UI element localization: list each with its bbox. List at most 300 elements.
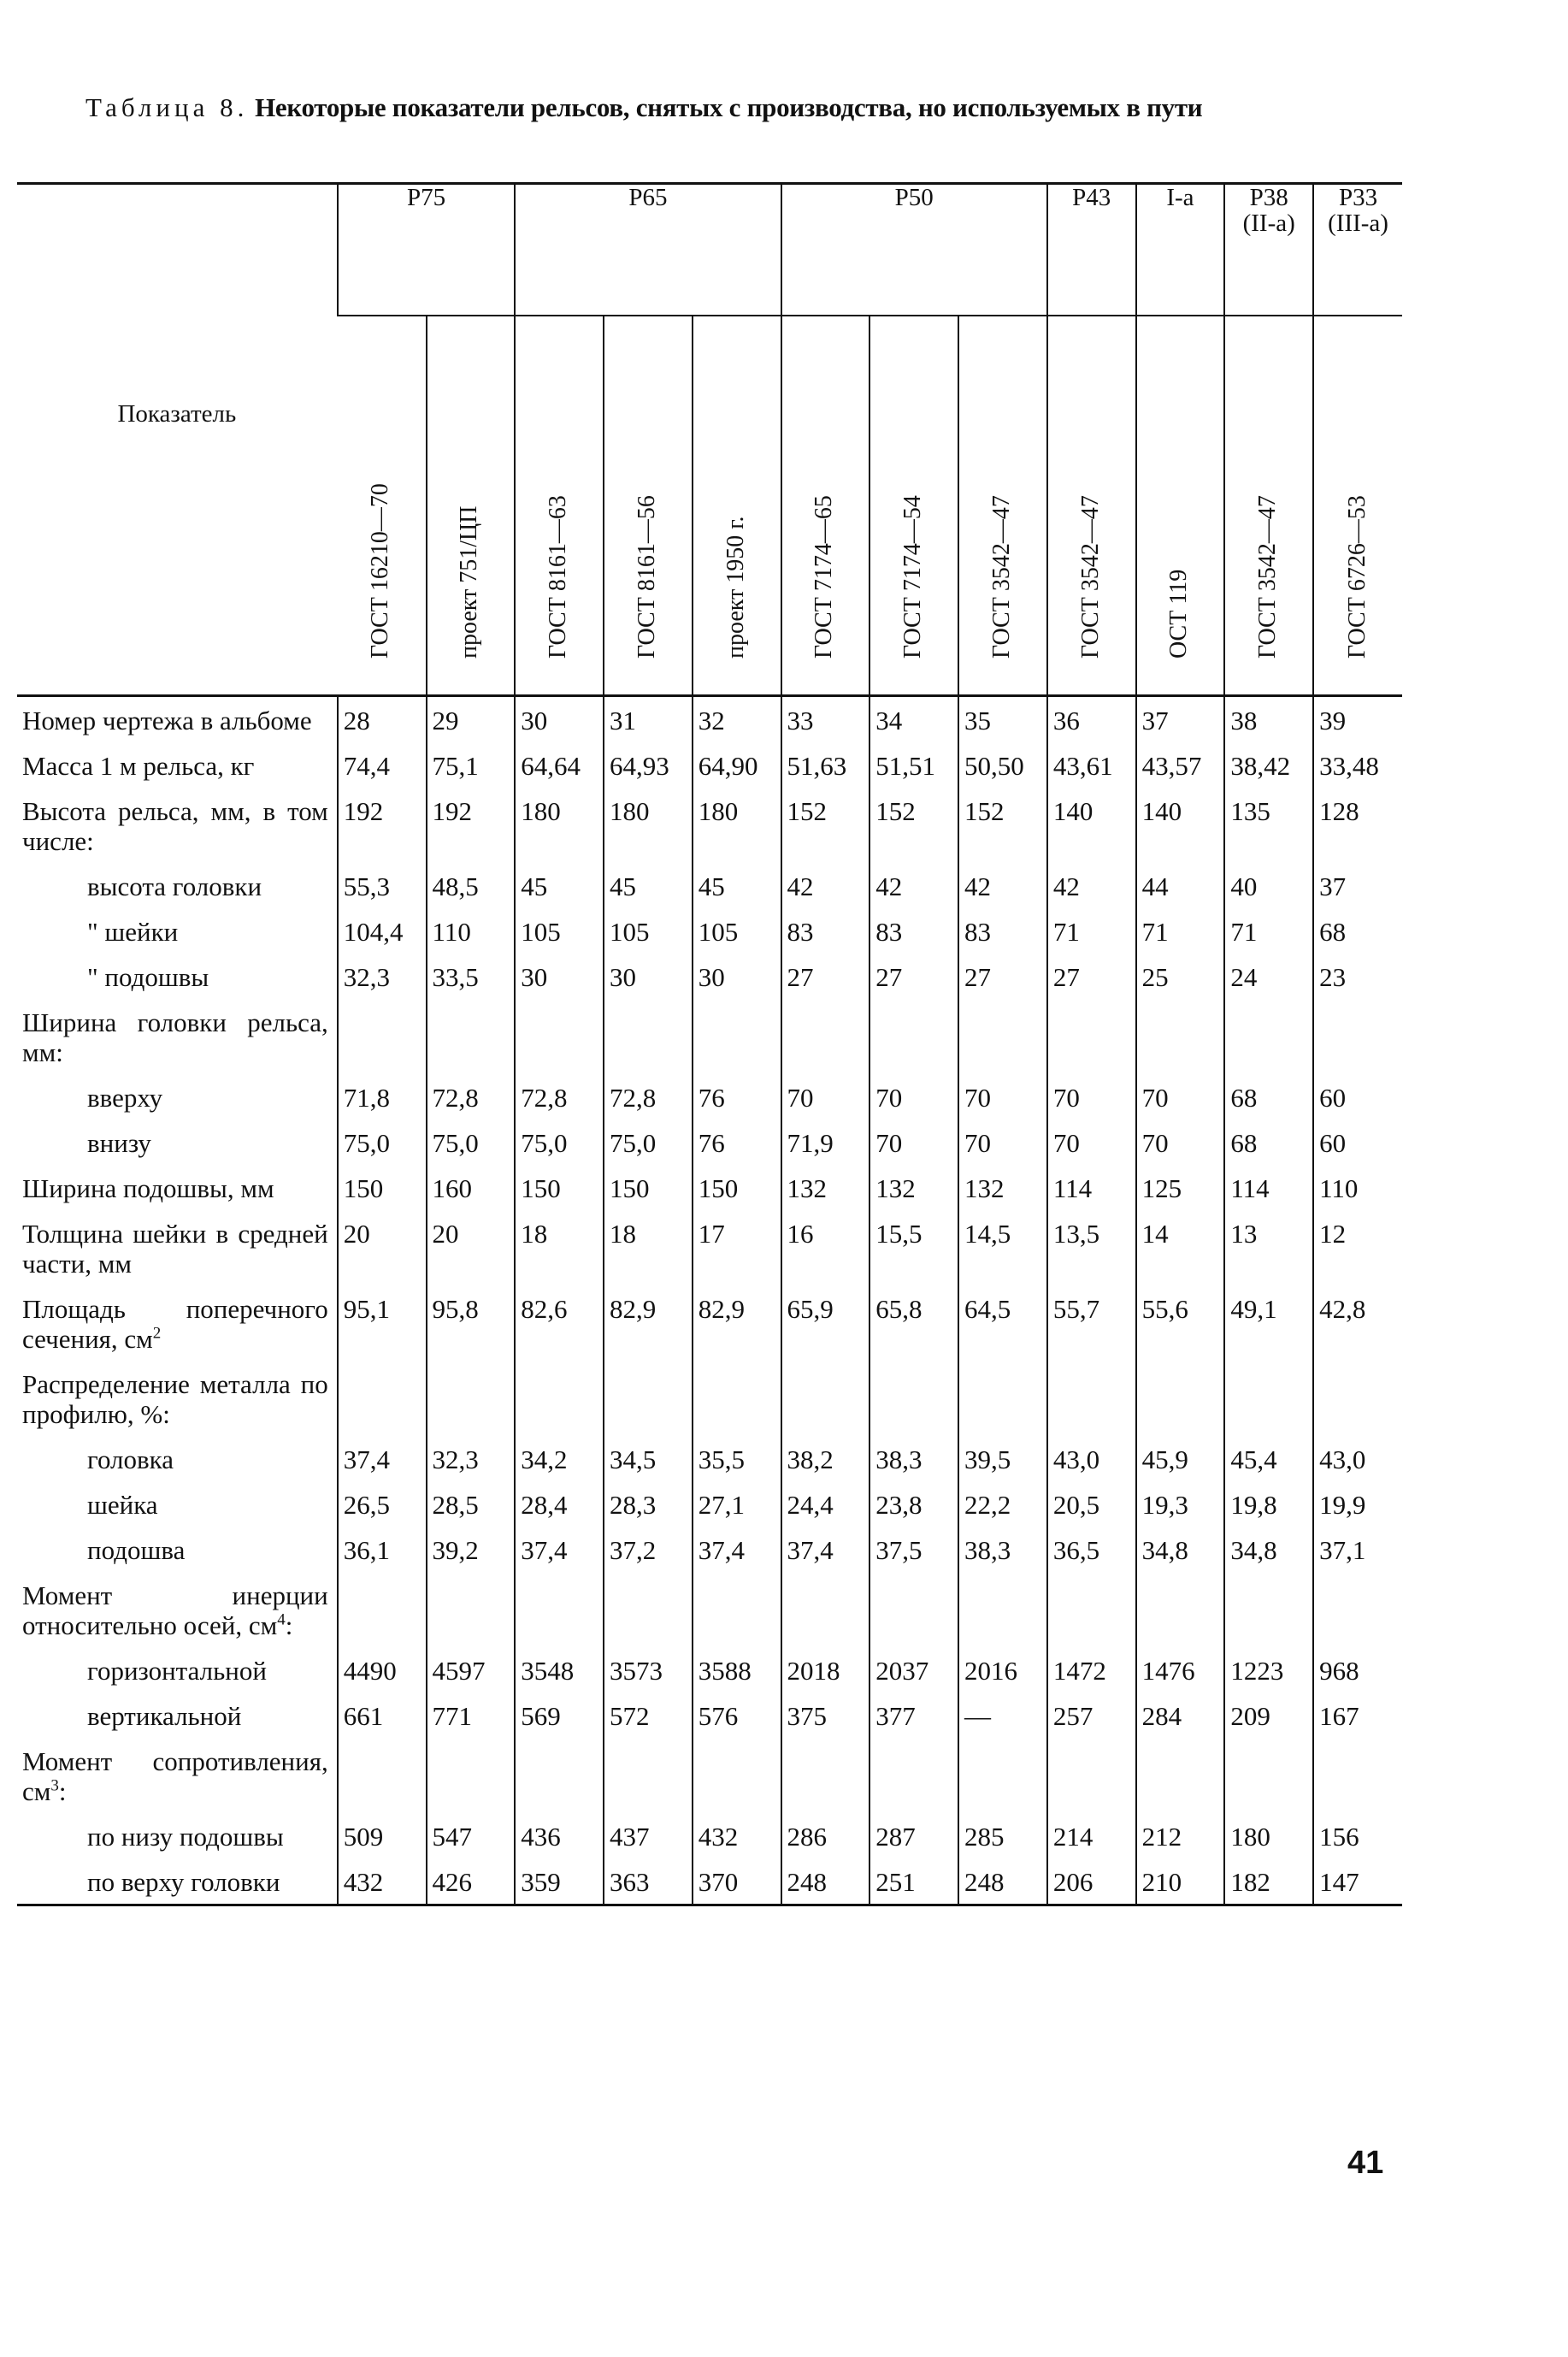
value-cell: 2016 (958, 1647, 1047, 1692)
label-suffix: : (285, 1610, 293, 1640)
row-label-text: Ширина головки рельса, мм: (22, 1007, 328, 1067)
value-cell: 45,9 (1136, 1436, 1225, 1481)
value-cell (1047, 1738, 1136, 1813)
value-cell (1313, 1738, 1402, 1813)
value-cell: 140 (1047, 788, 1136, 863)
row-label-text: головка (87, 1444, 174, 1474)
table-title (85, 92, 1453, 123)
value-cell: 1472 (1047, 1647, 1136, 1692)
row-label-text: Момент сопротивления, см (22, 1746, 328, 1806)
standard-label: ГОСТ 8161—56 (633, 495, 660, 659)
value-cell (958, 1738, 1047, 1813)
value-cell (1224, 1738, 1313, 1813)
value-cell: 19,3 (1136, 1481, 1225, 1527)
row-label-text: вверху (87, 1083, 163, 1113)
value-cell: 37,1 (1313, 1527, 1402, 1572)
value-cell (958, 1572, 1047, 1647)
value-cell: 39 (1313, 696, 1402, 743)
row-label (17, 954, 338, 999)
value-cell (1224, 999, 1313, 1074)
value-cell: 42 (1047, 863, 1136, 908)
value-cell (427, 1738, 516, 1813)
value-cell: 64,93 (604, 742, 693, 788)
value-cell: 49,1 (1224, 1285, 1313, 1361)
value-cell: 70 (958, 1074, 1047, 1119)
value-cell: 14,5 (958, 1210, 1047, 1285)
value-cell: 150 (338, 1165, 427, 1210)
value-cell: 114 (1224, 1165, 1313, 1210)
value-cell: 284 (1136, 1692, 1225, 1738)
row-label (17, 1813, 338, 1858)
standard-label: ГОСТ 3542—47 (1254, 495, 1282, 659)
value-cell (427, 1572, 516, 1647)
value-cell: 33 (781, 696, 870, 743)
value-cell: 65,9 (781, 1285, 870, 1361)
table-row (17, 1813, 1402, 1858)
value-cell: 45,4 (1224, 1436, 1313, 1481)
value-cell: 37,4 (338, 1436, 427, 1481)
value-cell: 45 (693, 863, 781, 908)
value-cell (693, 1738, 781, 1813)
table-row (17, 863, 1402, 908)
row-label (17, 1738, 338, 1813)
value-cell: 152 (958, 788, 1047, 863)
value-cell: 160 (427, 1165, 516, 1210)
standard-header (338, 316, 427, 696)
value-cell: 192 (338, 788, 427, 863)
value-cell: 95,1 (338, 1285, 427, 1361)
table-caption: Некоторые показатели рельсов, снятых с производства, но используемых в пути (255, 92, 1203, 122)
value-cell: 76 (693, 1074, 781, 1119)
value-cell: 71 (1047, 908, 1136, 954)
value-cell: 70 (1136, 1119, 1225, 1165)
value-cell: 65,8 (869, 1285, 958, 1361)
value-cell: 17 (693, 1210, 781, 1285)
table-row (17, 954, 1402, 999)
value-cell (338, 1572, 427, 1647)
value-cell: 29 (427, 696, 516, 743)
table-row (17, 1074, 1402, 1119)
value-cell: 45 (515, 863, 604, 908)
value-cell: 82,9 (604, 1285, 693, 1361)
value-cell: 50,50 (958, 742, 1047, 788)
value-cell: 36,5 (1047, 1527, 1136, 1572)
value-cell: 32,3 (427, 1436, 516, 1481)
value-cell (604, 1572, 693, 1647)
value-cell: 32 (693, 696, 781, 743)
row-label (17, 1119, 338, 1165)
row-label (17, 1692, 338, 1738)
value-cell: 13,5 (1047, 1210, 1136, 1285)
value-cell: 140 (1136, 788, 1225, 863)
value-cell: 45 (604, 863, 693, 908)
value-cell: 3548 (515, 1647, 604, 1692)
value-cell: 436 (515, 1813, 604, 1858)
row-label-text: Масса 1 м рельса, кг (22, 751, 255, 781)
value-cell: 576 (693, 1692, 781, 1738)
value-cell: 375 (781, 1692, 870, 1738)
value-cell: 206 (1047, 1858, 1136, 1905)
row-label-text: по верху головки (87, 1867, 280, 1897)
row-label-text: по низу подошвы (87, 1822, 284, 1852)
standard-header (427, 316, 516, 696)
value-cell: 51,51 (869, 742, 958, 788)
value-cell: 51,63 (781, 742, 870, 788)
value-cell: 64,90 (693, 742, 781, 788)
value-cell: 28,4 (515, 1481, 604, 1527)
value-cell: 192 (427, 788, 516, 863)
value-cell: 968 (1313, 1647, 1402, 1692)
value-cell: 377 (869, 1692, 958, 1738)
value-cell: 39,2 (427, 1527, 516, 1572)
value-cell: 68 (1224, 1074, 1313, 1119)
value-cell: 64,64 (515, 742, 604, 788)
value-cell: 426 (427, 1858, 516, 1905)
value-cell: 72,8 (427, 1074, 516, 1119)
value-cell: 35 (958, 696, 1047, 743)
row-label (17, 1436, 338, 1481)
value-cell (427, 1361, 516, 1436)
value-cell: 180 (693, 788, 781, 863)
row-label-text: вертикальной (87, 1701, 242, 1731)
value-cell: 74,4 (338, 742, 427, 788)
value-cell: 44 (1136, 863, 1225, 908)
value-cell (869, 999, 958, 1074)
value-cell (1047, 999, 1136, 1074)
value-cell (1224, 1572, 1313, 1647)
value-cell: 12 (1313, 1210, 1402, 1285)
value-cell: 437 (604, 1813, 693, 1858)
value-cell: 182 (1224, 1858, 1313, 1905)
value-cell (869, 1361, 958, 1436)
value-cell: 104,4 (338, 908, 427, 954)
standard-label: ГОСТ 3542—47 (1076, 495, 1104, 659)
value-cell: 14 (1136, 1210, 1225, 1285)
value-cell: 20 (338, 1210, 427, 1285)
value-cell: 30 (693, 954, 781, 999)
value-cell: 432 (693, 1813, 781, 1858)
value-cell (1136, 1361, 1225, 1436)
row-label-text: Высота рельса, мм, в том числе: (22, 796, 328, 856)
value-cell: 287 (869, 1813, 958, 1858)
row-label (17, 1647, 338, 1692)
row-label-text: Площадь поперечного сечения, см (22, 1294, 328, 1354)
table-number: Таблица 8. (85, 92, 249, 122)
value-cell: 37,4 (693, 1527, 781, 1572)
value-cell: 60 (1313, 1119, 1402, 1165)
value-cell (1224, 1361, 1313, 1436)
rail-type-header: Р33 (III-a) (1313, 184, 1402, 316)
value-cell: 572 (604, 1692, 693, 1738)
standard-header (1047, 316, 1136, 696)
value-cell: 286 (781, 1813, 870, 1858)
value-cell: — (958, 1692, 1047, 1738)
row-label-text: высота головки (87, 871, 262, 901)
value-cell: 3573 (604, 1647, 693, 1692)
value-cell: 26,5 (338, 1481, 427, 1527)
value-cell: 24 (1224, 954, 1313, 999)
rail-parameters-table (17, 182, 1402, 1906)
value-cell: 209 (1224, 1692, 1313, 1738)
value-cell: 3588 (693, 1647, 781, 1692)
value-cell (781, 999, 870, 1074)
value-cell: 48,5 (427, 863, 516, 908)
value-cell (1047, 1361, 1136, 1436)
value-cell: 257 (1047, 1692, 1136, 1738)
row-label (17, 1527, 338, 1572)
value-cell: 285 (958, 1813, 1047, 1858)
value-cell: 71 (1224, 908, 1313, 954)
value-cell: 64,5 (958, 1285, 1047, 1361)
value-cell: 110 (427, 908, 516, 954)
value-cell: 18 (515, 1210, 604, 1285)
value-cell: 150 (604, 1165, 693, 1210)
value-cell: 150 (693, 1165, 781, 1210)
value-cell: 70 (869, 1074, 958, 1119)
value-cell: 71 (1136, 908, 1225, 954)
value-cell (693, 1361, 781, 1436)
value-cell: 24,4 (781, 1481, 870, 1527)
value-cell: 114 (1047, 1165, 1136, 1210)
value-cell: 28 (338, 696, 427, 743)
value-cell: 38,3 (869, 1436, 958, 1481)
table-row (17, 1647, 1402, 1692)
table-row (17, 788, 1402, 863)
table-row (17, 1481, 1402, 1527)
value-cell (1313, 999, 1402, 1074)
value-cell: 1476 (1136, 1647, 1225, 1692)
row-label (17, 908, 338, 954)
row-label (17, 863, 338, 908)
row-label-text: " подошвы (87, 962, 209, 992)
value-cell: 19,9 (1313, 1481, 1402, 1527)
value-cell: 135 (1224, 788, 1313, 863)
value-cell: 212 (1136, 1813, 1225, 1858)
value-cell: 132 (958, 1165, 1047, 1210)
value-cell: 37,4 (515, 1527, 604, 1572)
value-cell: 27 (869, 954, 958, 999)
value-cell: 37,2 (604, 1527, 693, 1572)
row-label-text: внизу (87, 1128, 151, 1158)
value-cell: 70 (1047, 1074, 1136, 1119)
row-label (17, 1361, 338, 1436)
row-label (17, 1481, 338, 1527)
value-cell: 33,5 (427, 954, 516, 999)
row-label-text: Ширина подошвы, мм (22, 1173, 274, 1203)
value-cell (515, 1738, 604, 1813)
value-cell: 95,8 (427, 1285, 516, 1361)
value-cell: 38 (1224, 696, 1313, 743)
table-body (17, 696, 1402, 1905)
table-row (17, 1210, 1402, 1285)
table-row (17, 1165, 1402, 1210)
value-cell: 167 (1313, 1692, 1402, 1738)
standard-header (693, 316, 781, 696)
value-cell: 2037 (869, 1647, 958, 1692)
standard-label: ГОСТ 8161—63 (545, 495, 572, 659)
value-cell: 72,8 (604, 1074, 693, 1119)
standard-label: ГОСТ 6726—53 (1343, 495, 1371, 659)
value-cell: 34 (869, 696, 958, 743)
value-cell: 83 (869, 908, 958, 954)
value-cell: 37,5 (869, 1527, 958, 1572)
table-row (17, 1527, 1402, 1572)
value-cell: 370 (693, 1858, 781, 1905)
standard-header (869, 316, 958, 696)
value-cell: 4597 (427, 1647, 516, 1692)
row-label-text: Толщина шейки в средней части, мм (22, 1219, 328, 1279)
value-cell: 83 (958, 908, 1047, 954)
value-cell: 31 (604, 696, 693, 743)
value-cell (604, 1738, 693, 1813)
value-cell (781, 1572, 870, 1647)
value-cell (869, 1738, 958, 1813)
unit-exponent: 3 (50, 1776, 59, 1795)
value-cell: 132 (781, 1165, 870, 1210)
value-cell: 42 (869, 863, 958, 908)
value-cell (338, 999, 427, 1074)
value-cell: 70 (781, 1074, 870, 1119)
standard-label: ГОСТ 16210—70 (367, 483, 394, 659)
rail-type-header: I-a (1136, 184, 1225, 316)
standard-label: ГОСТ 7174—65 (811, 495, 838, 659)
value-cell: 40 (1224, 863, 1313, 908)
value-cell: 105 (604, 908, 693, 954)
value-cell (515, 1572, 604, 1647)
value-cell: 36 (1047, 696, 1136, 743)
standard-label: проект 751/ЦП (456, 505, 483, 659)
value-cell: 105 (693, 908, 781, 954)
value-cell: 34,8 (1136, 1527, 1225, 1572)
value-cell: 509 (338, 1813, 427, 1858)
value-cell (1313, 1572, 1402, 1647)
value-cell: 36,1 (338, 1527, 427, 1572)
value-cell: 55,7 (1047, 1285, 1136, 1361)
value-cell: 152 (869, 788, 958, 863)
value-cell: 20,5 (1047, 1481, 1136, 1527)
table-row (17, 1285, 1402, 1361)
value-cell: 13 (1224, 1210, 1313, 1285)
value-cell: 28,5 (427, 1481, 516, 1527)
value-cell: 105 (515, 908, 604, 954)
value-cell: 42,8 (1313, 1285, 1402, 1361)
value-cell (693, 999, 781, 1074)
value-cell: 152 (781, 788, 870, 863)
value-cell: 38,2 (781, 1436, 870, 1481)
value-cell: 71,9 (781, 1119, 870, 1165)
value-cell (338, 1361, 427, 1436)
value-cell: 569 (515, 1692, 604, 1738)
table-row (17, 1572, 1402, 1647)
value-cell: 75,0 (604, 1119, 693, 1165)
standard-label: проект 1950 г. (722, 516, 749, 659)
value-cell: 70 (869, 1119, 958, 1165)
unit-exponent: 4 (277, 1610, 286, 1629)
value-cell: 38,42 (1224, 742, 1313, 788)
rail-type-header: Р75 (338, 184, 516, 316)
row-label-text: " шейки (87, 917, 179, 947)
value-cell: 23 (1313, 954, 1402, 999)
table-row (17, 1858, 1402, 1905)
value-cell: 661 (338, 1692, 427, 1738)
parameter-header: Показатель (17, 184, 338, 696)
row-label (17, 1858, 338, 1905)
value-cell: 76 (693, 1119, 781, 1165)
value-cell: 55,6 (1136, 1285, 1225, 1361)
value-cell: 128 (1313, 788, 1402, 863)
value-cell: 42 (781, 863, 870, 908)
value-cell: 180 (515, 788, 604, 863)
value-cell: 70 (958, 1119, 1047, 1165)
row-label (17, 1285, 338, 1361)
table-row (17, 1436, 1402, 1481)
value-cell: 25 (1136, 954, 1225, 999)
standard-label: ГОСТ 7174—54 (899, 495, 927, 659)
value-cell: 33,48 (1313, 742, 1402, 788)
value-cell: 547 (427, 1813, 516, 1858)
standard-label: ОСТ 119 (1165, 569, 1193, 659)
value-cell: 27 (1047, 954, 1136, 999)
value-cell: 55,3 (338, 863, 427, 908)
value-cell: 35,5 (693, 1436, 781, 1481)
value-cell: 34,2 (515, 1436, 604, 1481)
value-cell (604, 1361, 693, 1436)
value-cell: 248 (781, 1858, 870, 1905)
value-cell: 150 (515, 1165, 604, 1210)
value-cell: 214 (1047, 1813, 1136, 1858)
standard-header (958, 316, 1047, 696)
value-cell (515, 999, 604, 1074)
value-cell: 132 (869, 1165, 958, 1210)
value-cell: 248 (958, 1858, 1047, 1905)
value-cell: 37,4 (781, 1527, 870, 1572)
value-cell: 180 (604, 788, 693, 863)
value-cell: 75,1 (427, 742, 516, 788)
value-cell (1136, 1572, 1225, 1647)
value-cell: 37 (1313, 863, 1402, 908)
table-row (17, 742, 1402, 788)
row-label-text: шейка (87, 1490, 158, 1520)
rail-type-header: Р50 (781, 184, 1047, 316)
value-cell: 38,3 (958, 1527, 1047, 1572)
value-cell: 27,1 (693, 1481, 781, 1527)
value-cell: 27 (958, 954, 1047, 999)
row-label-text: Номер чертежа в альбоме (22, 706, 312, 735)
value-cell (781, 1738, 870, 1813)
table-row (17, 999, 1402, 1074)
row-label-text: горизонтальной (87, 1656, 267, 1686)
value-cell (693, 1572, 781, 1647)
header-group-row (17, 184, 1402, 316)
table-row (17, 696, 1402, 743)
value-cell: 60 (1313, 1074, 1402, 1119)
value-cell: 210 (1136, 1858, 1225, 1905)
standard-header (1313, 316, 1402, 696)
value-cell: 28,3 (604, 1481, 693, 1527)
value-cell (781, 1361, 870, 1436)
row-label (17, 999, 338, 1074)
value-cell: 30 (515, 954, 604, 999)
value-cell: 71,8 (338, 1074, 427, 1119)
row-label (17, 1210, 338, 1285)
value-cell (1136, 999, 1225, 1074)
value-cell: 2018 (781, 1647, 870, 1692)
value-cell: 156 (1313, 1813, 1402, 1858)
standard-header (1136, 316, 1225, 696)
value-cell: 432 (338, 1858, 427, 1905)
value-cell: 70 (1047, 1119, 1136, 1165)
table-row (17, 1692, 1402, 1738)
